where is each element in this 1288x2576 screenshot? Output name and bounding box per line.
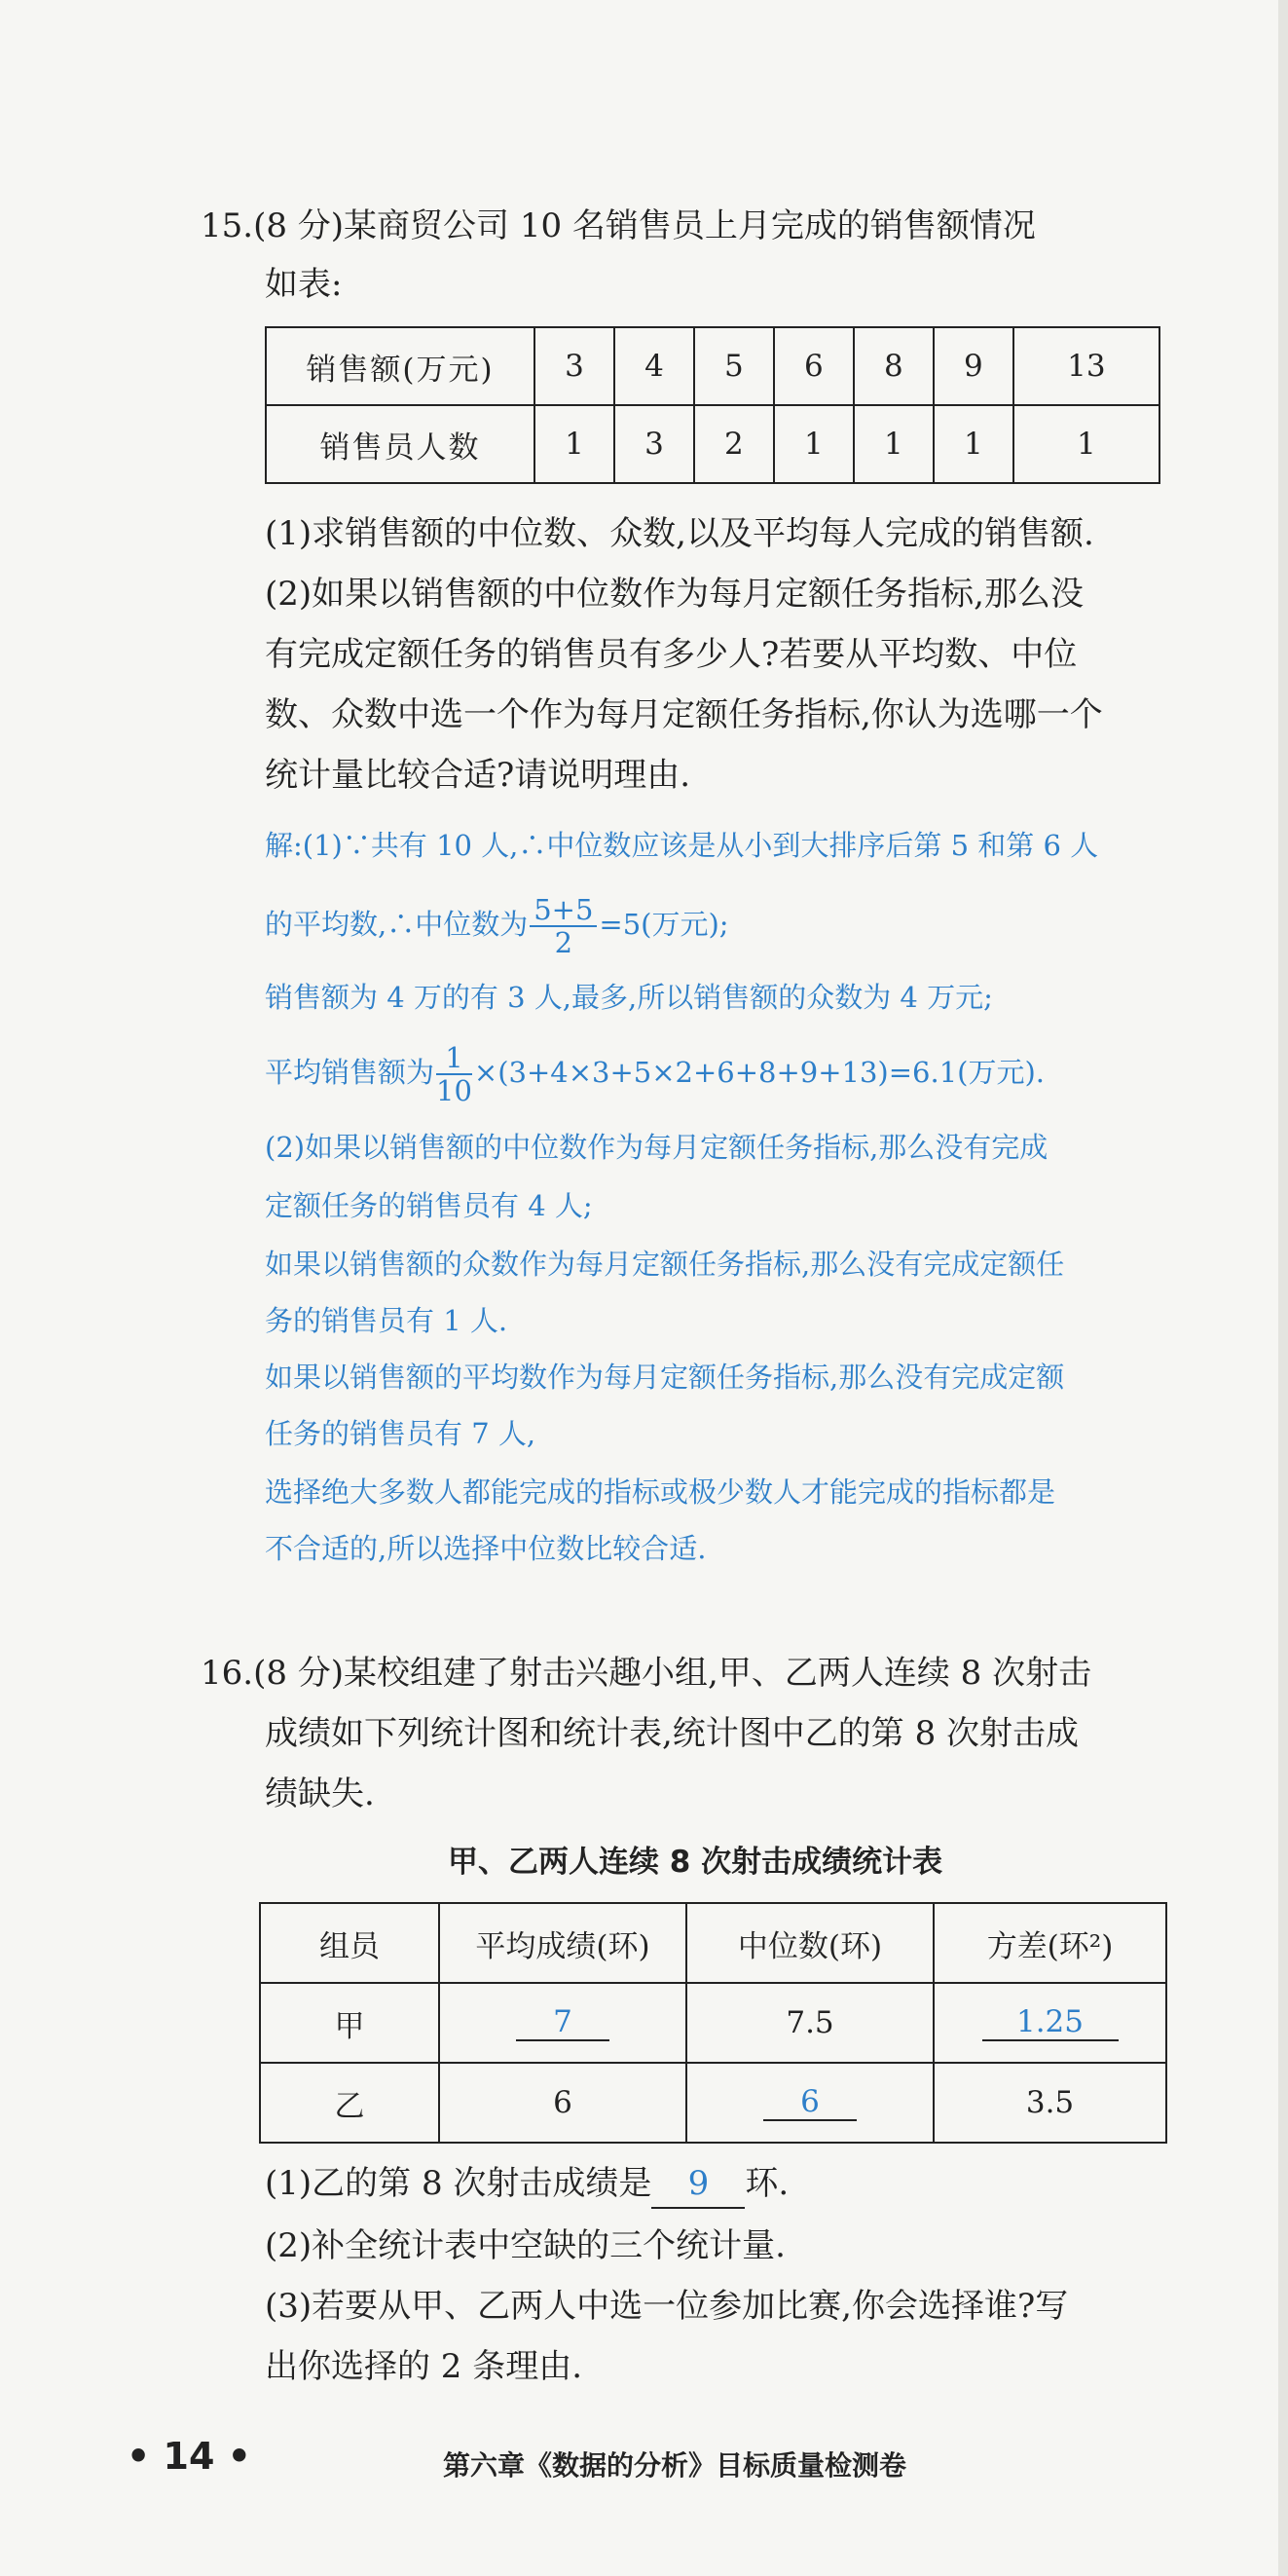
table-cell: 2 <box>694 405 774 483</box>
table-row <box>260 1983 1166 2063</box>
table-cell: 3.5 <box>934 2063 1166 2143</box>
q15-part2-line3: 数、众数中选一个作为每月定额任务指标,你认为选哪一个 <box>265 695 1103 734</box>
answer-line: 定额任务的销售员有 4 人; <box>265 1189 593 1222</box>
table-cell: 7.5 <box>686 1983 934 2063</box>
table-cell: 6 <box>774 327 854 405</box>
q16-part1-text: 环. <box>745 2164 790 2203</box>
answer-blank: 9 <box>651 2160 745 2209</box>
q16-line3: 绩缺失. <box>265 1774 375 1813</box>
q16-table-title: 甲、乙两人连续 8 次射击成绩统计表 <box>448 1845 943 1880</box>
table-cell: 1 <box>534 405 614 483</box>
q16-part3-line1: (3)若要从甲、乙两人中选一位参加比赛,你会选择谁?写 <box>265 2287 1069 2326</box>
answer-blank: 7 <box>516 2004 609 2041</box>
q15-line2: 如表: <box>265 265 343 304</box>
table-cell: 1 <box>774 405 854 483</box>
q16-part2: (2)补全统计表中空缺的三个统计量. <box>265 2226 786 2265</box>
q16-stats-table <box>259 1902 1167 2144</box>
table-header: 中位数(环) <box>686 1903 934 1983</box>
answer-text: 的平均数,∴中位数为 <box>265 908 529 941</box>
table-cell: 1 <box>1013 405 1159 483</box>
table-header: 方差(环²) <box>934 1903 1166 1983</box>
table-cell: 3 <box>614 405 694 483</box>
table-cell: 9 <box>934 327 1013 405</box>
table-row <box>260 2063 1166 2143</box>
table-cell <box>686 2063 934 2143</box>
q15-sales-table <box>265 326 1160 484</box>
fraction <box>530 894 597 958</box>
table-row <box>266 405 1159 483</box>
answer-text: ×(3+4×3+5×2+6+8+9+13)=6.1(万元). <box>473 1056 1046 1089</box>
table-cell <box>934 1983 1166 2063</box>
answer-line: (2)如果以销售额的中位数作为每月定额任务指标,那么没有完成 <box>265 1131 1049 1164</box>
answer-text: 平均销售额为 <box>265 1056 435 1089</box>
table-cell: 1 <box>854 405 934 483</box>
q15-part2-line2: 有完成定额任务的销售员有多少人?若要从平均数、中位 <box>265 635 1078 674</box>
fraction-denominator: 10 <box>436 1074 472 1107</box>
table-header: 组员 <box>260 1903 439 1983</box>
table-cell: 乙 <box>260 2063 439 2143</box>
table-cell: 1 <box>934 405 1013 483</box>
answer-blank: 6 <box>763 2084 857 2121</box>
table-cell: 甲 <box>260 1983 439 2063</box>
answer-blank: 1.25 <box>982 2004 1119 2041</box>
table-header-count: 销售员人数 <box>266 405 534 483</box>
q16-part1-text: (1)乙的第 8 次射击成绩是 <box>265 2164 652 2203</box>
table-cell: 4 <box>614 327 694 405</box>
page-number: • 14 • <box>127 2435 251 2478</box>
table-row <box>260 1903 1166 1983</box>
fraction <box>436 1042 472 1106</box>
q15-line1: 15.(8 分)某商贸公司 10 名销售员上月完成的销售额情况 <box>201 206 1036 245</box>
q16-part3-line2: 出你选择的 2 条理由. <box>265 2347 583 2386</box>
answer-line: 解:(1)∵共有 10 人,∴中位数应该是从小到大排序后第 5 和第 6 人 <box>265 829 1099 862</box>
answer-line: 务的销售员有 1 人. <box>265 1304 508 1337</box>
table-header: 平均成绩(环) <box>439 1903 686 1983</box>
table-row <box>266 327 1159 405</box>
table-header-sales: 销售额(万元) <box>266 327 534 405</box>
answer-line: 如果以销售额的众数作为每月定额任务指标,那么没有完成定额任 <box>265 1248 1065 1281</box>
footer-title: 第六章《数据的分析》目标质量检测卷 <box>443 2449 907 2482</box>
answer-line: 销售额为 4 万的有 3 人,最多,所以销售额的众数为 4 万元; <box>265 981 993 1014</box>
table-cell: 13 <box>1013 327 1159 405</box>
answer-median-line <box>265 894 729 958</box>
q15-part2-line4: 统计量比较合适?请说明理由. <box>265 756 691 795</box>
table-cell: 3 <box>534 327 614 405</box>
q16-line2: 成绩如下列统计图和统计表,统计图中乙的第 8 次射击成 <box>265 1714 1080 1753</box>
answer-mean-line <box>265 1042 1045 1106</box>
table-cell <box>439 1983 686 2063</box>
answer-line: 任务的销售员有 7 人, <box>265 1417 536 1450</box>
page-edge <box>1278 0 1288 2576</box>
table-cell: 8 <box>854 327 934 405</box>
q15-part2-line1: (2)如果以销售额的中位数作为每月定额任务指标,那么没 <box>265 575 1084 614</box>
fraction-numerator: 1 <box>436 1042 472 1075</box>
fraction-denominator: 2 <box>554 926 573 959</box>
q15-part1: (1)求销售额的中位数、众数,以及平均每人完成的销售额. <box>265 514 1094 553</box>
answer-line: 不合适的,所以选择中位数比较合适. <box>265 1532 707 1565</box>
table-cell: 5 <box>694 327 774 405</box>
answer-line: 如果以销售额的平均数作为每月定额任务指标,那么没有完成定额 <box>265 1361 1065 1394</box>
q16-line1: 16.(8 分)某校组建了射击兴趣小组,甲、乙两人连续 8 次射击 <box>201 1654 1092 1693</box>
fraction-numerator: 5+5 <box>530 894 597 927</box>
answer-line: 选择绝大多数人都能完成的指标或极少数人才能完成的指标都是 <box>265 1475 1056 1509</box>
q16-part1 <box>265 2160 789 2209</box>
answer-text: =5(万元); <box>599 908 729 941</box>
table-cell: 6 <box>439 2063 686 2143</box>
